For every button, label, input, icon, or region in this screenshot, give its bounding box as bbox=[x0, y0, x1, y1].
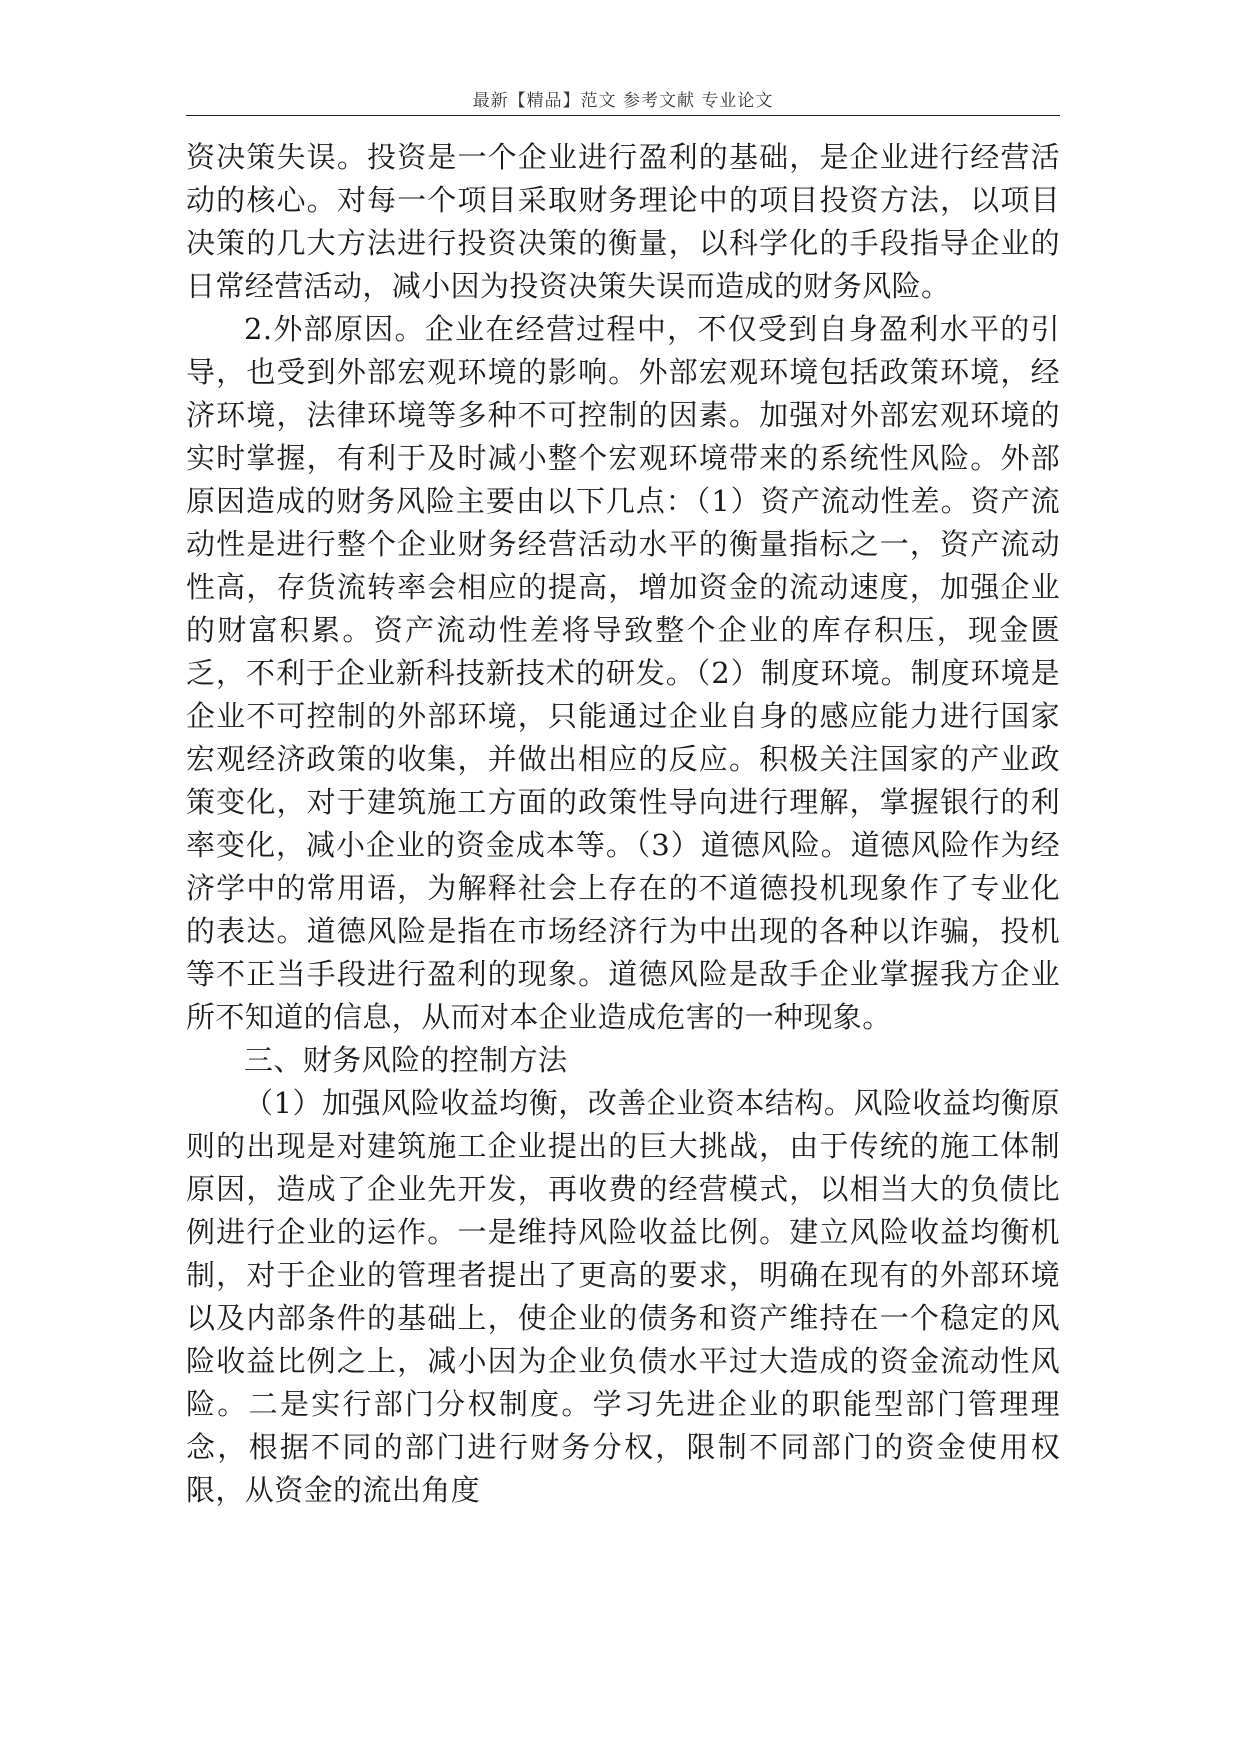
section-heading-risk-control: 三、财务风险的控制方法 bbox=[244, 1043, 568, 1077]
paragraph-risk-return-balance: （1）加强风险收益均衡，改善企业资本结构。风险收益均衡原则的出现是对建筑施工企业提出的巨大挑战，由于传统的施工体制原因，造成了企业先开发，再收费的经营模式，以相当大的负债比例进行企业的运作。一是维持风险收益比例。建立风险收益均衡机制，对于企业的管理者提出了更高的要求，明确在现有的外部环境以及内部条件的基础上，使企业的债务和资产维持在一个稳定的风险收益比例之上，减小因为企业负债水平过大造成的资金流动性风险。二是实行部门分权制度。学习先进企业的职能型部门管理理念，根据不同的部门进行财务分权，限制不同部门的资金使用权限，从资金的流出角度 bbox=[186, 1086, 1060, 1507]
page-header: 最新【精品】范文 参考文献 专业论文 bbox=[472, 91, 774, 111]
document-body bbox=[186, 136, 1060, 1512]
paragraph-external-causes: 2.外部原因。企业在经营过程中，不仅受到自身盈利水平的引导，也受到外部宏观环境的影响。外部宏观环境包括政策环境，经济环境，法律环境等多种不可控制的因素。加强对外部宏观环境的实时掌握，有利于及时减小整个宏观环境带来的系统性风险。外部原因造成的财务风险主要由以下几点：（1）资产流动性差。资产流动性是进行整个企业财务经营活动水平的衡量指标之一，资产流动性高，存货流转率会相应的提高，增加资金的流动速度，加强企业的财富积累。资产流动性差将导致整个企业的库存积压，现金匮乏，不利于企业新科技新技术的研发。（2）制度环境。制度环境是企业不可控制的外部环境，只能通过企业自身的感应能力进行国家宏观经济政策的收集，并做出相应的反应。积极关注国家的产业政策变化，对于建筑施工方面的政策性导向进行理解，掌握银行的利率变化，减小企业的资金成本等。（3）道德风险。道德风险作为经济学中的常用语，为解释社会上存在的不道德投机现象作了专业化的表达。道德风险是指在市场经济行为中出现的各种以诈骗，投机等不正当手段进行盈利的现象。道德风险是敌手企业掌握我方企业所不知道的信息，从而对本企业造成危害的一种现象。 bbox=[186, 312, 1060, 1034]
paragraph-investment-decision: 资决策失误。投资是一个企业进行盈利的基础，是企业进行经营活动的核心。对每一个项目采取财务理论中的项目投资方法，以项目决策的几大方法进行投资决策的衡量，以科学化的手段指导企业的日常经营活动，减小因为投资决策失误而造成的财务风险。 bbox=[186, 140, 1060, 303]
header-divider bbox=[186, 115, 1060, 116]
